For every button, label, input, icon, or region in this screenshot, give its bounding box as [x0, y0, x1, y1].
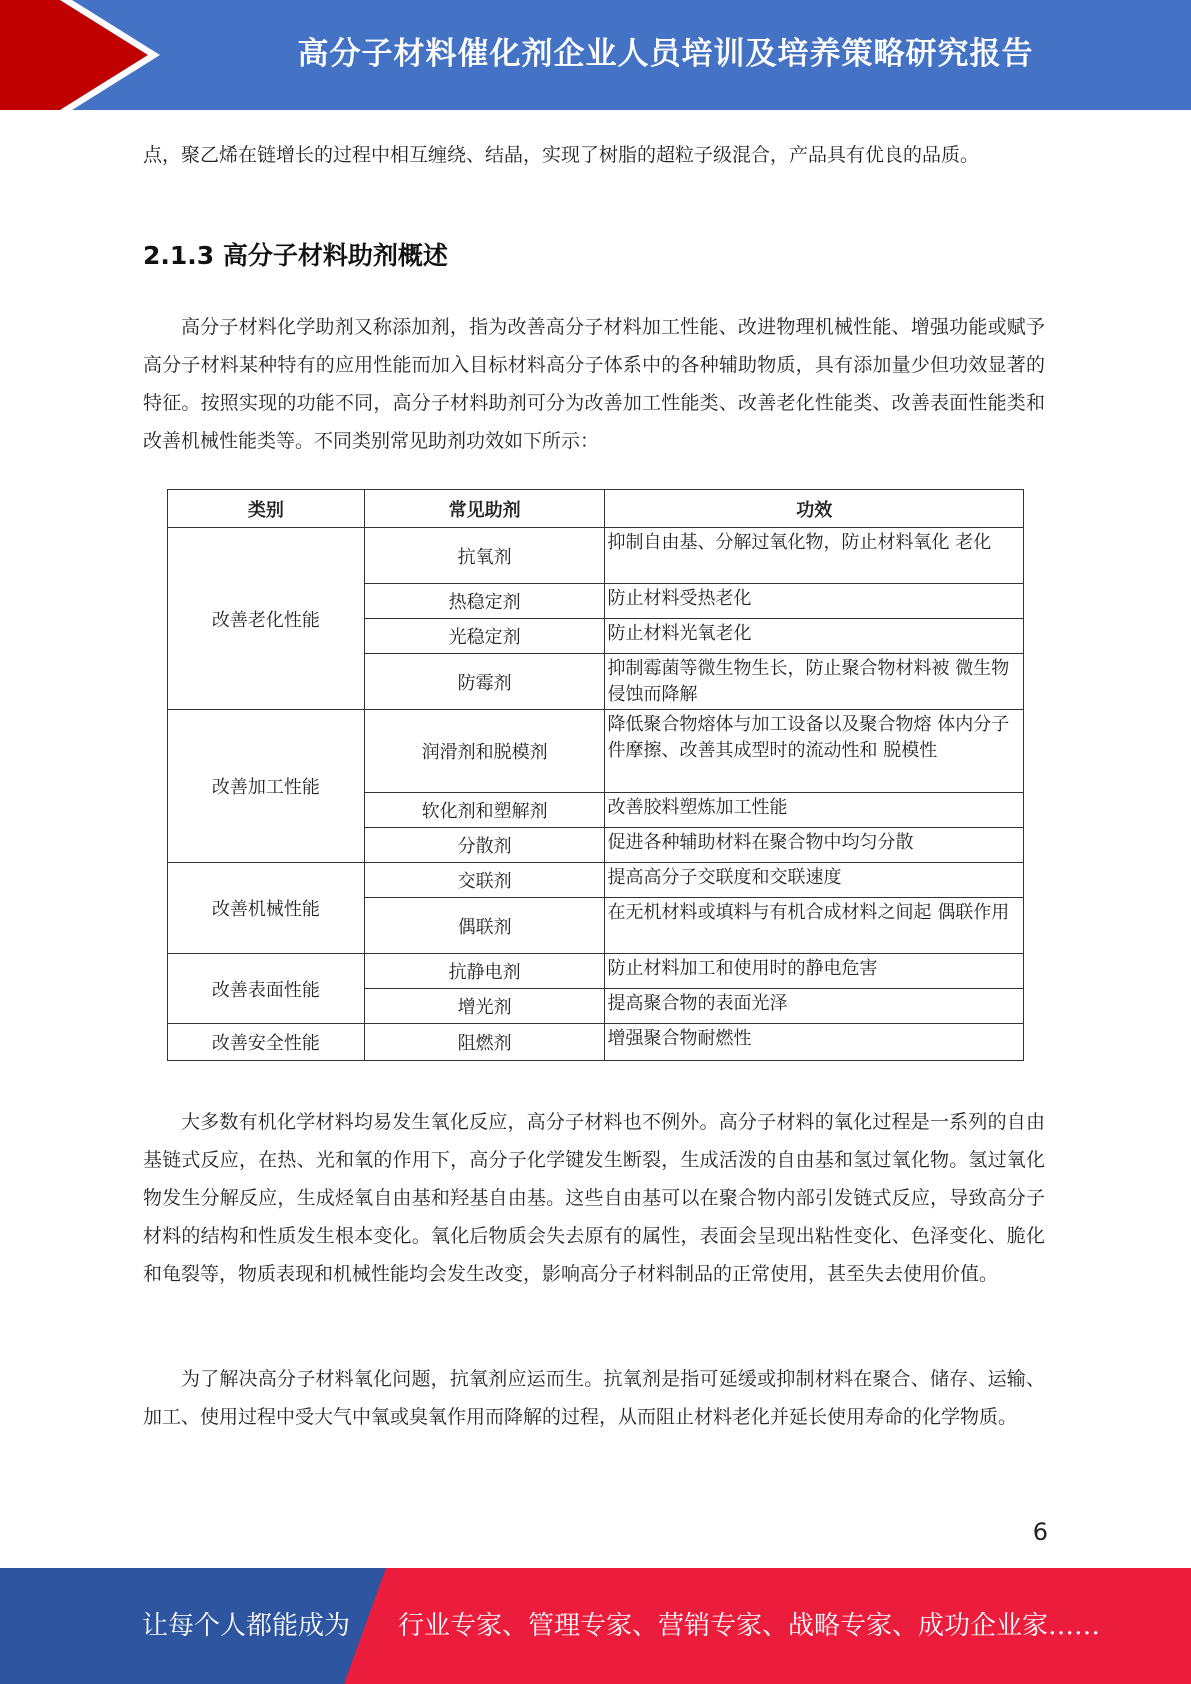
agent-cell: 热稳定剂: [364, 584, 605, 619]
effect-cell: 在无机材料或填料与有机合成材料之间起 偶联作用: [605, 898, 1024, 954]
agent-cell: 偶联剂: [364, 898, 605, 954]
paragraph-additives-intro: 高分子材料化学助剂又称添加剂，指为改善高分子材料加工性能、改进物理机械性能、增强功能或赋予高分子材料某种特有的应用性能而加入目标材料高分子体系中的各种辅助物质，具有添加量少但功效显著的特征。按照实现的功能不同，高分子材料助剂可分为改善加工性能类、改善老化性能类、改善表面性能类和改善机械性能类等。不同类别常见助剂功效如下所示：: [143, 316, 1045, 452]
effect-cell: 改善胶料塑炼加工性能: [605, 793, 1024, 828]
effect-cell: 提高聚合物的表面光泽: [605, 989, 1024, 1024]
agent-cell: 分散剂: [364, 828, 605, 863]
agent-cell: 阻燃剂: [364, 1024, 605, 1061]
header-category: 类别: [168, 490, 365, 528]
agent-cell: 润滑剂和脱模剂: [364, 710, 605, 793]
category-cell: 改善加工性能: [168, 710, 365, 863]
effect-cell: 防止材料受热老化: [605, 584, 1024, 619]
effect-cell: 抑制霉菌等微生物生长，防止聚合物材料被 微生物侵蚀而降解: [605, 654, 1024, 710]
agent-cell: 增光剂: [364, 989, 605, 1024]
category-cell: 改善老化性能: [168, 528, 365, 710]
category-cell: 改善表面性能: [168, 954, 365, 1024]
report-title: 高分子材料催化剂企业人员培训及培养策略研究报告: [297, 36, 1034, 72]
paragraph-oxidation: 大多数有机化学材料均易发生氧化反应，高分子材料也不例外。高分子材料的氧化过程是一系列的自由基链式反应，在热、光和氧的作用下，高分子化学键发生断裂，生成活泼的自由基和氢过氧化物。氢过氧化物发生分解反应，生成烃氧自由基和羟基自由基。这些自由基可以在聚合物内部引发链式反应，导致高分子材料的结构和性质发生根本变化。氧化后物质会失去原有的属性，表面会呈现出粘性变化、色泽变化、脆化和龟裂等，物质表现和机械性能均会发生改变，影响高分子材料制品的正常使用，甚至失去使用价值。: [143, 1111, 1045, 1285]
agent-cell: 抗氧剂: [364, 528, 605, 584]
paragraph-antioxidant: 为了解决高分子材料氧化问题，抗氧剂应运而生。抗氧剂是指可延缓或抑制材料在聚合、储存、运输、加工、使用过程中受大气中氧或臭氧作用而降解的过程，从而阻止材料老化并延长使用寿命的化学物质。: [143, 1368, 1045, 1428]
agent-cell: 抗静电剂: [364, 954, 605, 989]
effect-cell: 防止材料加工和使用时的静电危害: [605, 954, 1024, 989]
footer-slogan-left: 让每个人都能成为: [142, 1611, 351, 1641]
table-header-row: [168, 490, 1024, 528]
effect-cell: 抑制自由基、分解过氧化物，防止材料氧化 老化: [605, 528, 1024, 584]
additives-table: [167, 489, 1024, 1061]
footer-slogan-right: 行业专家、管理专家、营销专家、战略专家、成功企业家……: [398, 1611, 1101, 1641]
effect-cell: 增强聚合物耐燃性: [605, 1024, 1024, 1061]
table-row: [168, 528, 1024, 584]
table-row: [168, 863, 1024, 898]
page-header: [0, 0, 1191, 110]
agent-cell: 软化剂和塑解剂: [364, 793, 605, 828]
category-cell: 改善安全性能: [168, 1024, 365, 1061]
table-row: [168, 954, 1024, 989]
agent-cell: 光稳定剂: [364, 619, 605, 654]
header-effect: 功效: [605, 490, 1024, 528]
header-agent: 常见助剂: [364, 490, 605, 528]
effect-cell: 降低聚合物熔体与加工设备以及聚合物熔 体内分子件摩擦、改善其成型时的流动性和 脱模性: [605, 710, 1024, 793]
table-row: [168, 710, 1024, 793]
agent-cell: 防霉剂: [364, 654, 605, 710]
effect-cell: 提高高分子交联度和交联速度: [605, 863, 1024, 898]
section-heading: 2.1.3 高分子材料助剂概述: [143, 241, 448, 270]
page-footer: [0, 1568, 1191, 1684]
effect-cell: 促进各种辅助材料在聚合物中均匀分散: [605, 828, 1024, 863]
agent-cell: 交联剂: [364, 863, 605, 898]
category-cell: 改善机械性能: [168, 863, 365, 954]
paragraph-continued: 点，聚乙烯在链增长的过程中相互缠绕、结晶，实现了树脂的超粒子级混合，产品具有优良的品质。: [143, 144, 980, 166]
table-row: [168, 1024, 1024, 1061]
page-number: 6: [1032, 1518, 1048, 1546]
effect-cell: 防止材料光氧老化: [605, 619, 1024, 654]
